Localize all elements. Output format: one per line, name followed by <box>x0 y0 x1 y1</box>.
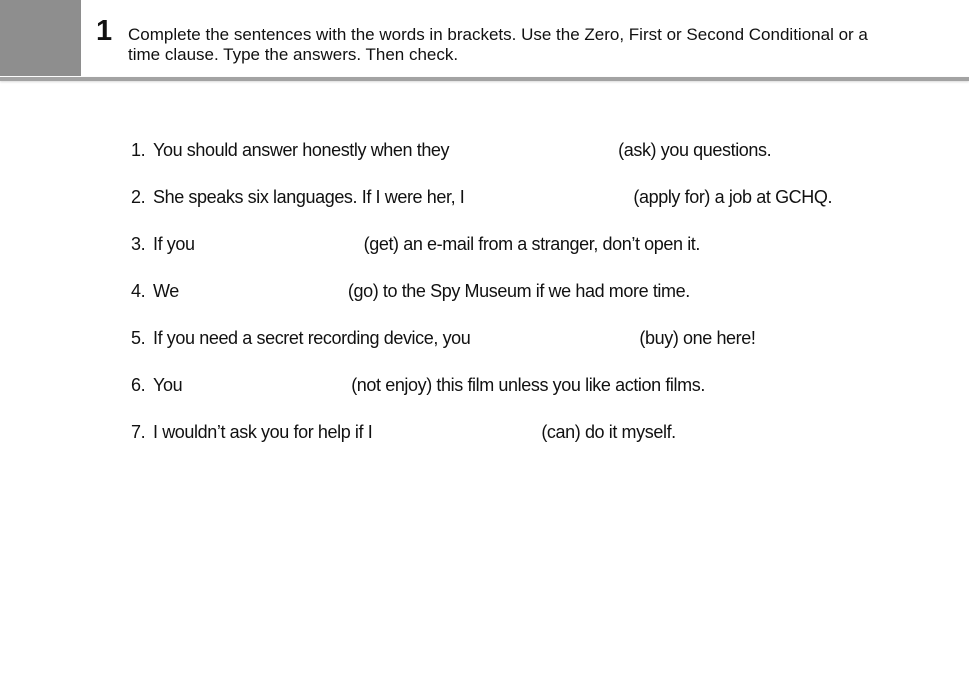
sentence-text-before: You should answer honestly when they <box>153 140 450 160</box>
item-number: 2. <box>131 187 146 207</box>
sentence-text-after: (get) an e-mail from a stranger, don’t open it. <box>363 234 701 254</box>
header-divider <box>0 77 969 81</box>
sentence-text-before: If you need a secret recording device, you <box>153 328 471 348</box>
sentence-item-1 <box>131 138 891 185</box>
sentence-text-before: If you <box>153 234 195 254</box>
item-number: 3. <box>131 234 146 254</box>
exercise-number: 1 <box>96 15 113 47</box>
sentence-text-after: (apply for) a job at GCHQ. <box>633 187 833 207</box>
answer-gap-4[interactable] <box>179 279 348 301</box>
answer-gap-7[interactable] <box>372 420 541 442</box>
instruction-line-1: Complete the sentences with the words in brackets. Use the Zero, First or Second Conditional or a <box>128 25 868 44</box>
answer-gap-2[interactable] <box>464 185 633 207</box>
sentence-text-after: (can) do it myself. <box>541 422 676 442</box>
exercise-header <box>0 0 969 84</box>
sentence-list <box>131 138 891 467</box>
header-gray-block <box>0 0 81 76</box>
sentence-item-4 <box>131 279 891 326</box>
item-number: 4. <box>131 281 146 301</box>
sentence-item-3 <box>131 232 891 279</box>
answer-gap-3[interactable] <box>195 232 364 254</box>
item-number: 1. <box>131 140 146 160</box>
answer-gap-6[interactable] <box>182 373 351 395</box>
sentence-item-6 <box>131 373 891 420</box>
sentence-text-before: She speaks six languages. If I were her, I <box>153 187 465 207</box>
sentence-item-5 <box>131 326 891 373</box>
instruction-line-2: time clause. Type the answers. Then check. <box>128 45 459 64</box>
exercise-instruction <box>128 25 928 65</box>
answer-gap-1[interactable] <box>449 138 618 160</box>
sentence-text-after: (ask) you questions. <box>618 140 772 160</box>
answer-gap-5[interactable] <box>470 326 639 348</box>
item-number: 7. <box>131 422 146 442</box>
item-number: 5. <box>131 328 146 348</box>
item-number: 6. <box>131 375 146 395</box>
sentence-text-after: (buy) one here! <box>639 328 756 348</box>
sentence-text-after: (not enjoy) this film unless you like action films. <box>351 375 705 395</box>
sentence-text-after: (go) to the Spy Museum if we had more time. <box>347 281 690 301</box>
sentence-item-2 <box>131 185 891 232</box>
sentence-item-7 <box>131 420 891 467</box>
sentence-text-before: We <box>153 281 179 301</box>
sentence-text-before: You <box>153 375 183 395</box>
sentence-text-before: I wouldn’t ask you for help if I <box>153 422 373 442</box>
